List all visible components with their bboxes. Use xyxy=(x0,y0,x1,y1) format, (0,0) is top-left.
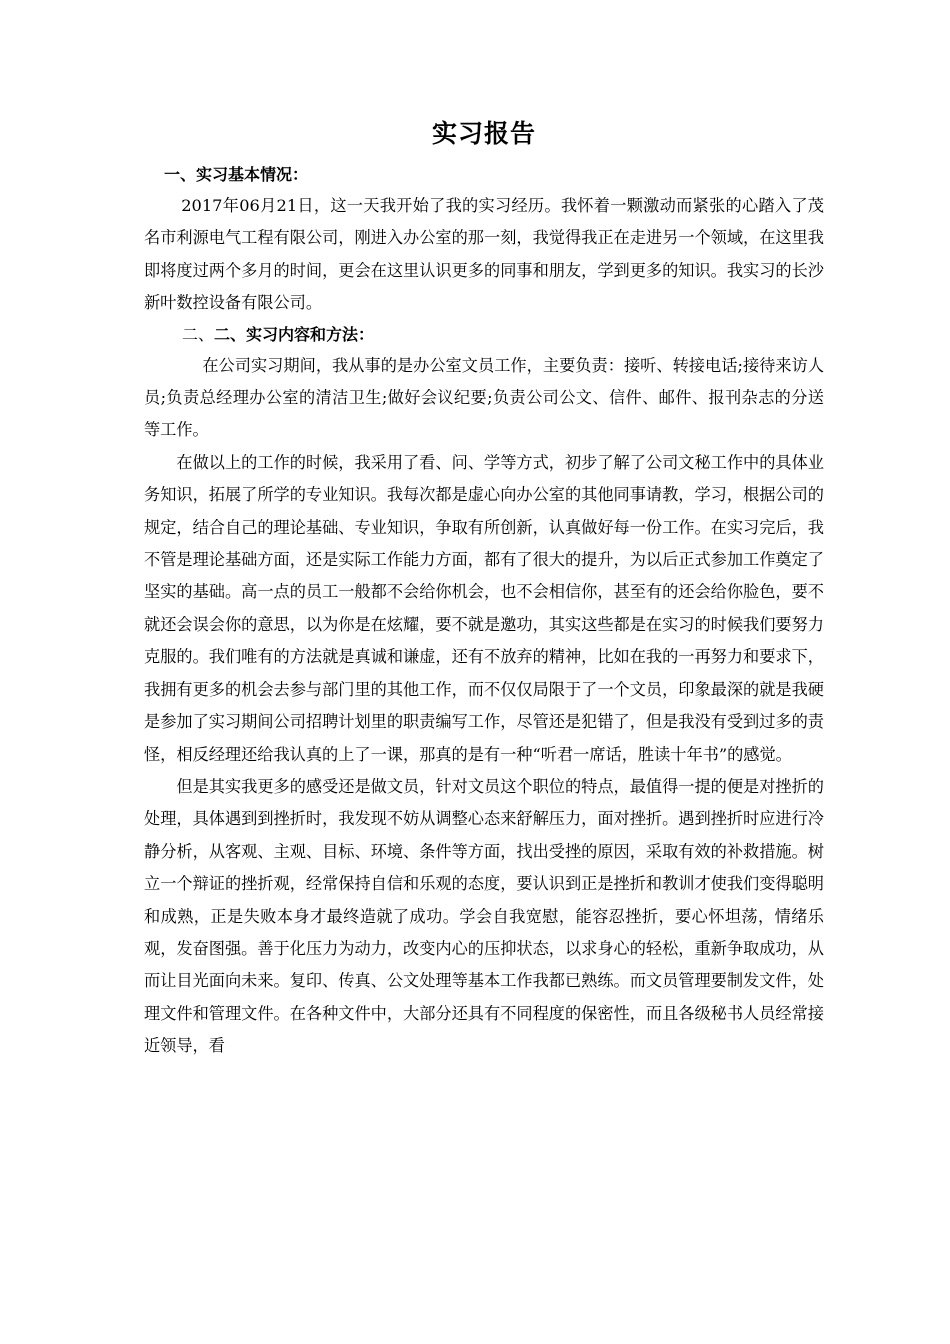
document-title: 实习报告 xyxy=(431,119,536,148)
section2-heading-text: 二、实习内容和方法： xyxy=(214,324,375,344)
document-page xyxy=(144,112,824,1063)
section2-paragraph-1: 在公司实习期间，我从事的是办公室文员工作，主要负责：接听、转接电话;接待来访人员;负责总经理办公室的清洁卫生;做好会议纪要;负责公司公文、信件、邮件、报刊杂志的分送等工作。 xyxy=(144,355,824,440)
section1-heading: 一、实习基本情况： xyxy=(164,165,309,184)
section1-paragraph: 2017年06月21日，这一天我开始了我的实习经历。我怀着一颗激动而紧张的心踏入了茂名市利源电气工程有限公司，刚进入办公室的那一刻，我觉得我正在走进另一个领域，在这里我即将度过两个多月的时间，更会在这里认识更多的同事和朋友，学到更多的知识。我实习的长沙新叶数控设备有限公司。 xyxy=(144,196,824,313)
section2-heading-prefix: 二、 xyxy=(182,324,215,344)
section2-paragraph-2: 在做以上的工作的时候，我采用了看、问、学等方式，初步了解了公司文秘工作中的具体业务知识，拓展了所学的专业知识。我每次都是虚心向办公室的其他同事请教，学习，根据公司的规定，结合自己的理论基础、专业知识，争取有所创新，认真做好每一份工作。在实习完后，我不管是理论基础方面，还是实际工作能力方面，都有了很大的提升，为以后正式参加工作奠定了坚实的基础。高一点的员工一般都不会给你机会，也不会相信你，甚至有的还会给你脸色，要不就还会误会你的意思，以为你是在炫耀，要不就是邀功，其实这些都是在实习的时候我们要努力克服的。我们唯有的方法就是真诚和谦虚，还有不放弃的精神，比如在我的一再努力和要求下，我拥有更多的机会去参与部门里的其他工作，而不仅仅局限于了一个文员，印象最深的就是我硬是参加了实习期间公司招聘计划里的职责编写工作，尽管还是犯错了，但是我没有受到过多的责怪，相反经理还给我认真的上了一课，那真的是有一种“听君一席话，胜读十年书”的感觉。 xyxy=(144,452,824,764)
section2-heading xyxy=(144,320,824,350)
section2-paragraph-3: 但是其实我更多的感受还是做文员，针对文员这个职位的特点，最值得一提的便是对挫折的处理，具体遇到到挫折时，我发现不妨从调整心态来舒解压力，面对挫折。遇到挫折时应进行冷静分析，从客观、主观、目标、环境、条件等方面，找出受挫的原因，采取有效的补救措施。树立一个辩证的挫折观，经常保持自信和乐观的态度，要认识到正是挫折和教训才使我们变得聪明和成熟，正是失败本身才最终造就了成功。学会自我宽慰，能容忍挫折，要心怀坦荡，情绪乐观，发奋图强。善于化压力为动力，改变内心的压抑状态，以求身心的轻松，重新争取成功，从而让目光面向未来。复印、传真、公文处理等基本工作我都已熟练。而文员管理要制发文件，处理文件和管理文件。在各种文件中，大部分还具有不同程度的保密性，而且各级秘书人员经常接近领导，看 xyxy=(144,776,824,1056)
